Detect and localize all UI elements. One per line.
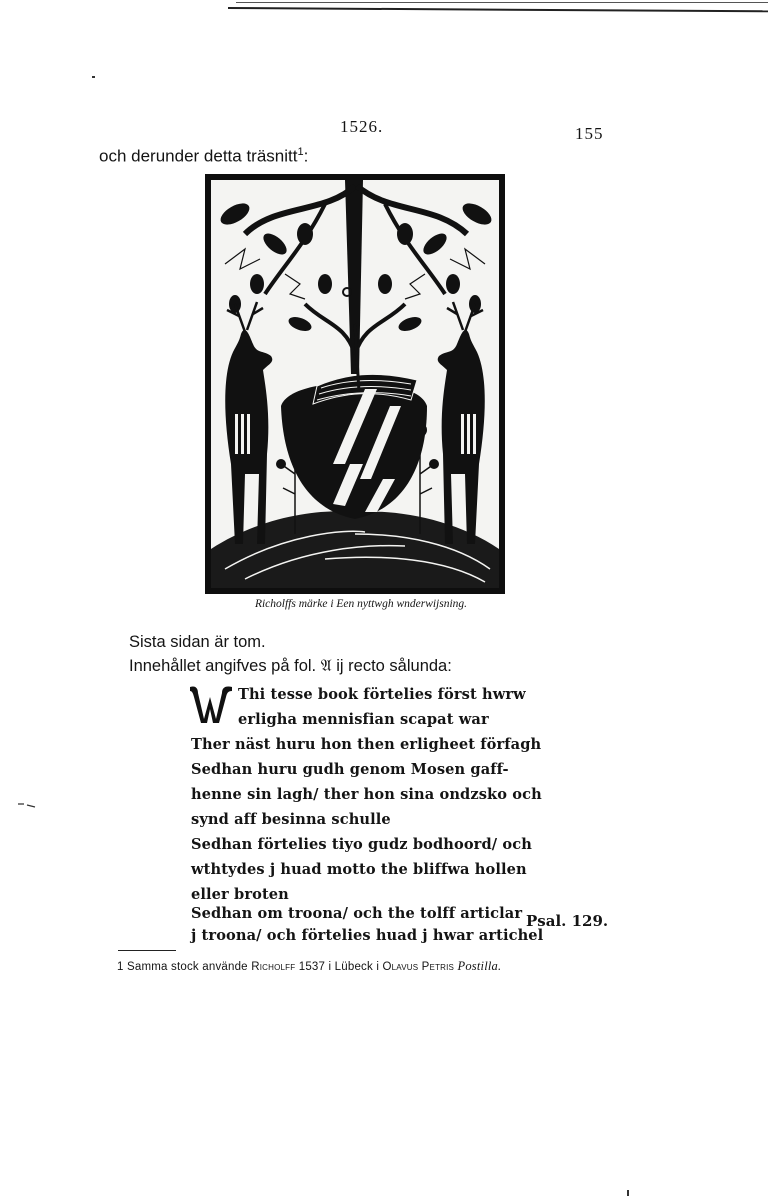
footnote-number: 1 xyxy=(117,961,124,973)
blackletter-line: henne sin lagh/ ther hon sina ondzsko och xyxy=(191,786,542,803)
page-edge-rule-top xyxy=(236,2,768,3)
blackletter-line: Thi tesse book förtelies först hwrw xyxy=(238,686,526,703)
footnote-text: Samma stock använde xyxy=(123,961,252,973)
blackletter-line: j troona/ och förtelies huad j hwar artichel xyxy=(191,927,544,944)
blackletter-line: Sedhan förtelies tiyo gudz bodhoord/ och xyxy=(191,836,532,853)
print-speck xyxy=(627,1190,629,1196)
blackletter-line: synd aff besinna schulle xyxy=(191,811,391,828)
blackletter-line: erligha mennisfian scapat war xyxy=(238,711,489,728)
decorated-initial-w xyxy=(188,683,234,725)
footnote-name-richolff: Richolff xyxy=(251,961,296,973)
footnote-rule xyxy=(118,950,176,951)
page-number: 155 xyxy=(575,124,604,143)
print-speck xyxy=(92,76,95,78)
blackletter-line: wthtydes j huad motto the bliffwa hollen xyxy=(191,861,527,878)
running-head-year: 1526. xyxy=(340,117,384,136)
blackletter-line: eller broten xyxy=(191,886,289,903)
margin-mark xyxy=(18,802,36,808)
margin-note: Psal. 129. xyxy=(526,912,609,930)
footnote-reference: 1 xyxy=(297,146,304,158)
woodcut-printers-mark xyxy=(205,174,505,594)
blackletter-line: Sedhan huru gudh genom Mosen gaff- xyxy=(191,761,509,778)
blackletter-line: Sedhan om troona/ och the tolff articlar xyxy=(191,905,523,922)
figure-caption: Richolffs märke i Een nyttwgh wnderwijsning. xyxy=(254,598,468,610)
initial-letter: W xyxy=(211,724,212,725)
page-edge-rule xyxy=(228,7,768,12)
footnote-name-olavus-petris: Olavus Petris xyxy=(382,961,455,973)
body-line-1: Sista sidan är tom. xyxy=(129,633,266,651)
footnote-text: 1537 i Lübeck i xyxy=(295,961,383,973)
blackletter-line: Ther näst huru hon then erligheet förfagh xyxy=(191,736,542,753)
footnote xyxy=(117,959,501,974)
intro-text: och derunder detta träsnitt xyxy=(99,146,298,166)
intro-line: och derunder detta träsnitt$^1$: xyxy=(99,146,309,166)
footnote-title: Postilla. xyxy=(457,959,502,973)
body-line-2: Innehållet angifves på fol. 𝔄 ij recto sålunda: xyxy=(129,657,452,675)
